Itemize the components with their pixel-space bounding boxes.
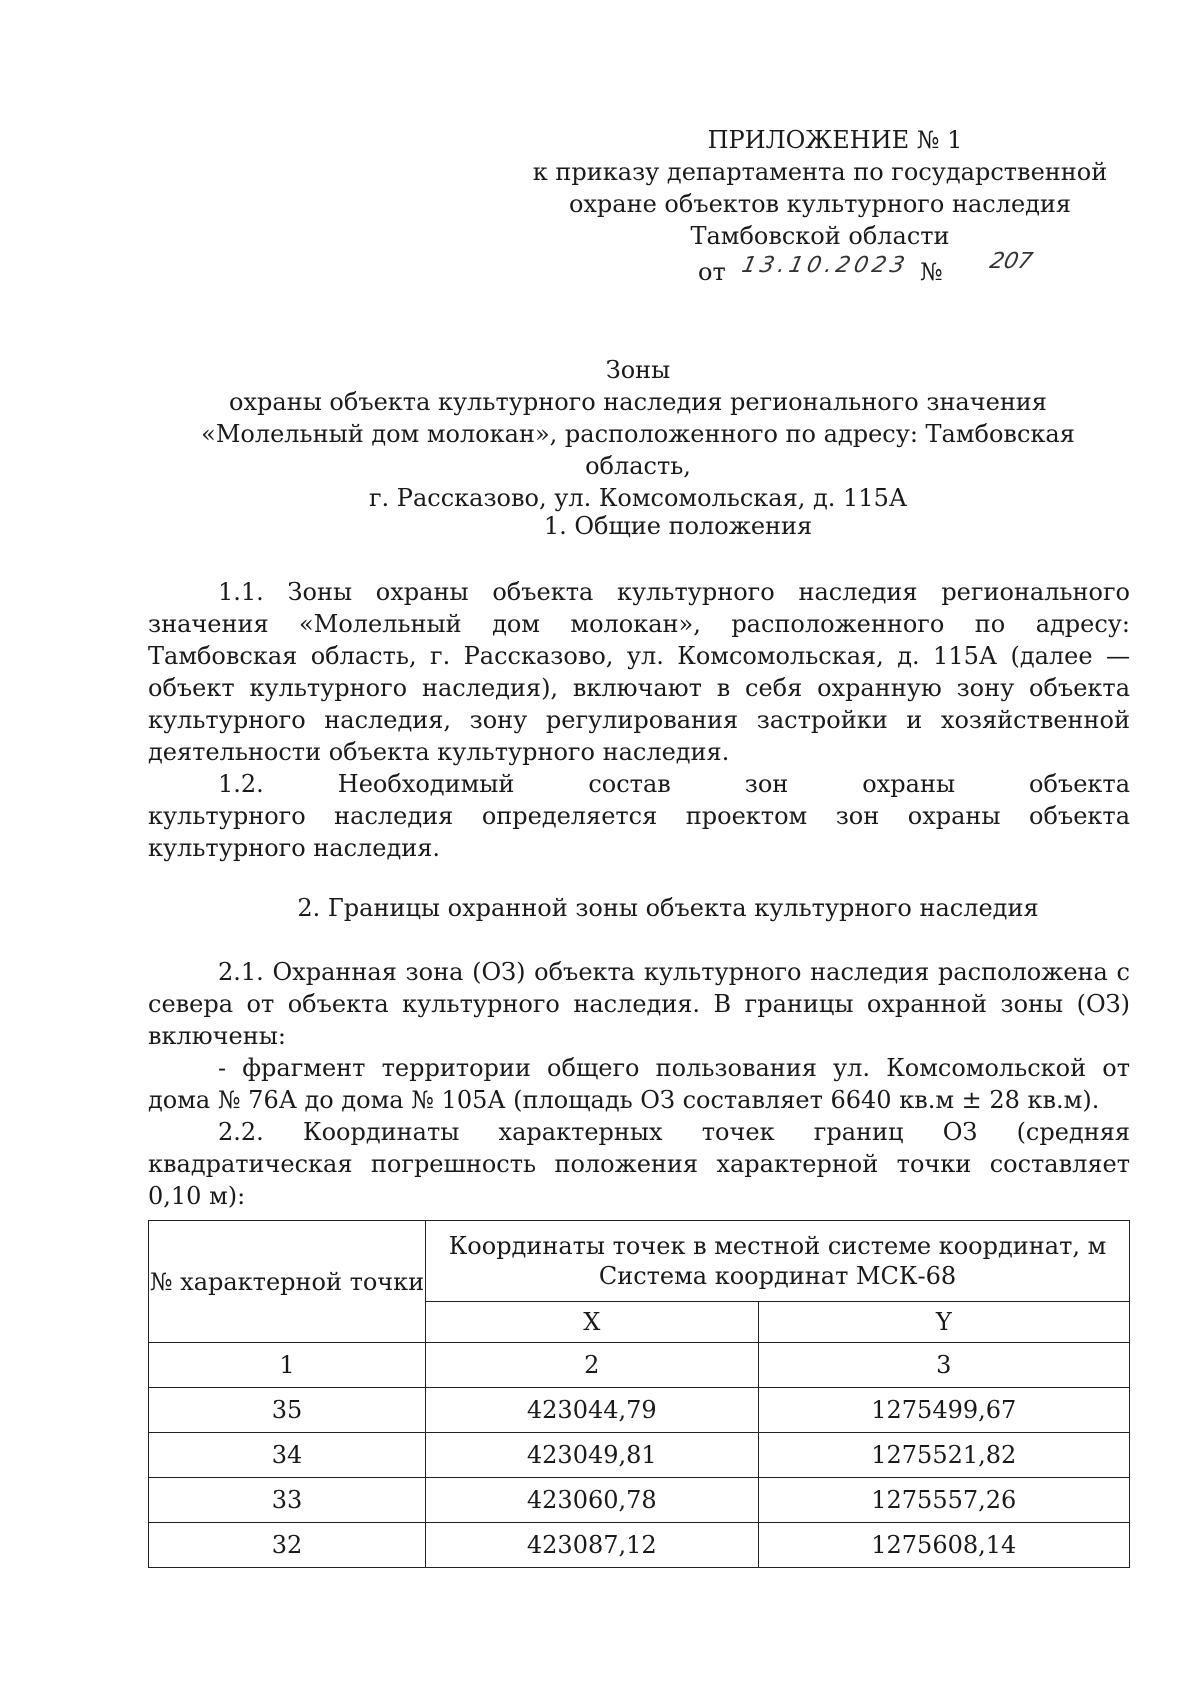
header-x: X bbox=[426, 1302, 759, 1343]
y-cell: 1275608,14 bbox=[758, 1523, 1129, 1568]
title-line-4: г. Рассказово, ул. Комсомольская, д. 115А bbox=[368, 484, 908, 512]
appendix-order-line: к приказу департамента по государственной bbox=[532, 158, 1108, 186]
y-cell: 1275557,26 bbox=[758, 1478, 1129, 1523]
appendix-title: ПРИЛОЖЕНИЕ № 1 bbox=[707, 126, 963, 154]
appendix-header bbox=[520, 124, 1120, 286]
paragraph-2-1-item bbox=[148, 1052, 1130, 1116]
title-line-3: «Молельный дом молокан», расположенного по адресу: Тамбовская область, bbox=[201, 420, 1075, 480]
appendix-department-line: охране объектов культурного наследия bbox=[568, 190, 1072, 218]
table-index-row bbox=[149, 1343, 1130, 1388]
y-cell: 1275521,82 bbox=[758, 1433, 1129, 1478]
section-2-heading: 2. Границы охранной зоны объекта культурного наследия bbox=[297, 894, 1039, 922]
paragraph-1-2-line-1 bbox=[148, 768, 1130, 800]
section-1-heading: 1. Общие положения bbox=[543, 512, 813, 540]
paragraph-1-1-text: 1.1. Зоны охраны объекта культурного наследия регионального значения «Молельный дом молокан», расположенного по адресу: Тамбовская область, г. Рассказово, ул. Комсомольская, д. 115А (далее — объект культурного наследия), включают в себя охранную зону объекта культурного наследия, зону регулирования застройки и хозяйственной деятельности объекта культурного наследия. bbox=[148, 578, 1130, 766]
y-cell: 1275499,67 bbox=[758, 1388, 1129, 1433]
x-cell: 423060,78 bbox=[426, 1478, 759, 1523]
point-cell: 33 bbox=[149, 1478, 426, 1523]
header-coordinates bbox=[426, 1221, 1130, 1302]
x-cell: 423044,79 bbox=[426, 1388, 759, 1433]
handwritten-number: 207 bbox=[987, 249, 1035, 274]
handwritten-date: 13.10.2023 bbox=[739, 253, 911, 278]
paragraph-2-1 bbox=[148, 956, 1130, 1052]
header-coordinates-line-2: Система координат МСК-68 bbox=[598, 1262, 957, 1290]
paragraph-2-2-text: 2.2. Координаты характерных точек границ ОЗ (средняя квадратическая погрешность положения характерной точки составляет 0,10 м): bbox=[148, 1118, 1130, 1210]
title-line-2: охраны объекта культурного наследия регионального значения bbox=[229, 388, 1047, 416]
index-cell: 1 bbox=[149, 1343, 426, 1388]
point-cell: 32 bbox=[149, 1523, 426, 1568]
table-row bbox=[149, 1523, 1130, 1568]
paragraph-1-2-text-a: 1.2. Необходимый состав зон охраны объекта bbox=[218, 770, 1130, 798]
table-row bbox=[149, 1478, 1130, 1523]
header-coordinates-line-1: Координаты точек в местной системе координат, м bbox=[448, 1232, 1107, 1260]
header-point-number: № характерной точки bbox=[149, 1221, 426, 1343]
x-cell: 423049,81 bbox=[426, 1433, 759, 1478]
appendix-region-line: Тамбовской области bbox=[690, 222, 950, 250]
paragraph-1-2-line-2: культурного наследия определяется проектом зон охраны объекта культурного наследия. bbox=[148, 802, 1130, 862]
paragraph-1-1 bbox=[148, 576, 1130, 768]
title-line-1: Зоны bbox=[605, 356, 671, 384]
index-cell: 2 bbox=[426, 1343, 759, 1388]
from-label: от bbox=[698, 258, 726, 286]
number-label: № bbox=[920, 258, 943, 286]
index-cell: 3 bbox=[758, 1343, 1129, 1388]
paragraph-2-1-item-text: - фрагмент территории общего пользования ул. Комсомольской от дома № 76А до дома № 105А (площадь ОЗ составляет 6640 кв.м ± 28 кв.м). bbox=[148, 1054, 1130, 1114]
table-row bbox=[149, 1433, 1130, 1478]
coordinates-table bbox=[148, 1220, 1130, 1568]
table-row bbox=[149, 1388, 1130, 1433]
document-title bbox=[148, 354, 1128, 514]
paragraph-2-2 bbox=[148, 1116, 1130, 1212]
header-y: Y bbox=[758, 1302, 1129, 1343]
order-date-number bbox=[520, 249, 1120, 286]
paragraph-2-1-text: 2.1. Охранная зона (ОЗ) объекта культурного наследия расположена с севера от объекта культурного наследия. В границы охранной зоны (ОЗ) включены: bbox=[148, 958, 1130, 1050]
point-cell: 34 bbox=[149, 1433, 426, 1478]
point-cell: 35 bbox=[149, 1388, 426, 1433]
x-cell: 423087,12 bbox=[426, 1523, 759, 1568]
